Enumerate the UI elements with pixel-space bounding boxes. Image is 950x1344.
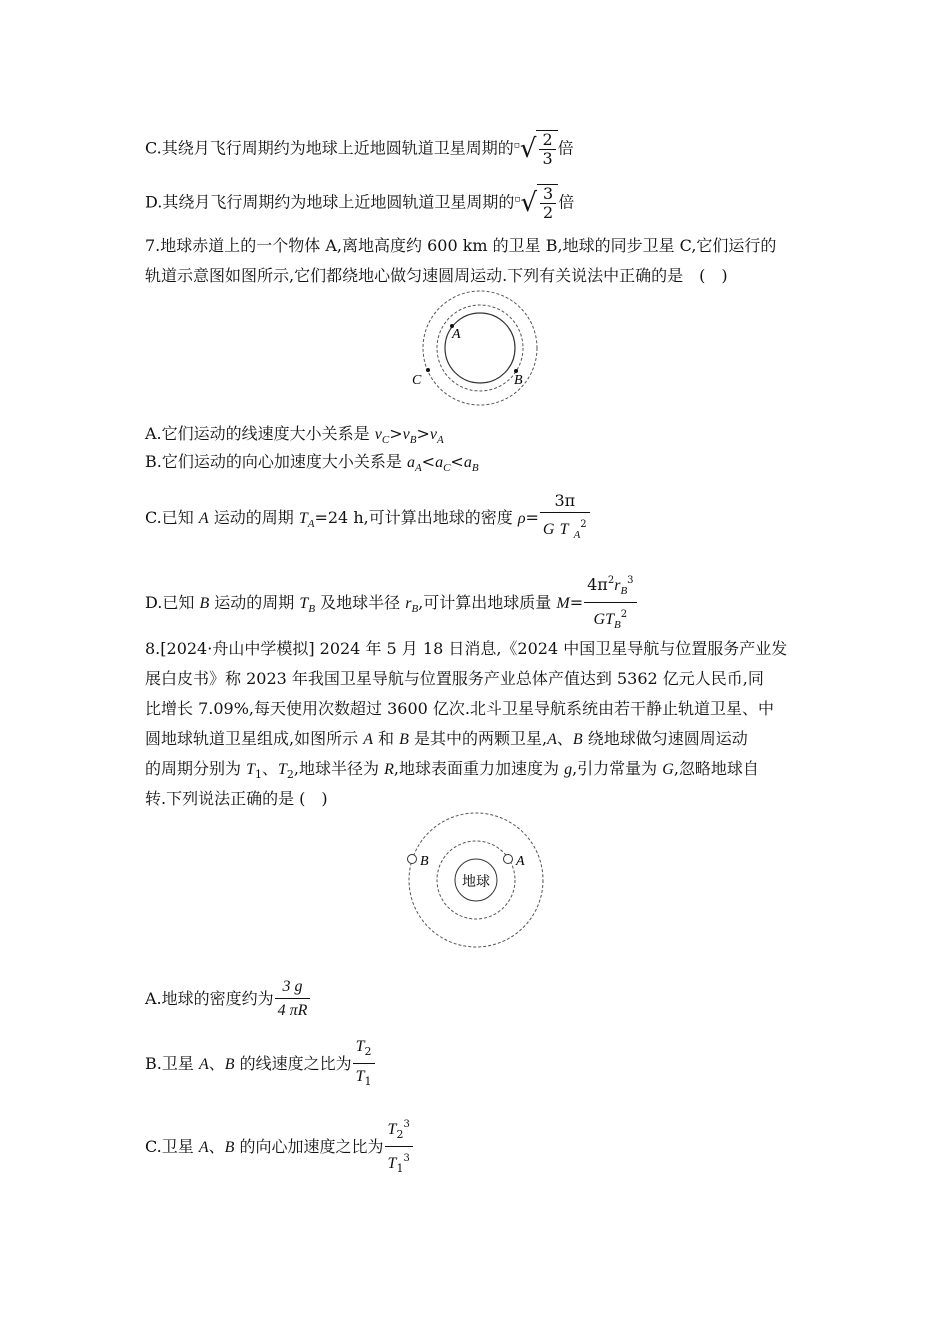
sqrt-expression: √ $\frac{2}{3}$ [520, 126, 558, 172]
label-a: A [516, 854, 525, 869]
satellite-b [408, 855, 417, 864]
q8-stem-line2: 展白皮书》称 2023 年我国卫星导航与位置服务产业总体产值达到 5362 亿元人民币,同 [145, 669, 764, 688]
density-fraction: $\frac{3\pi}{G T _A^2}$ [540, 490, 590, 547]
q7-option-d: D.已知 B 运动的周期 $T_B$ 及地球半径 $r_B$,可计算出地球质量 M= $\frac{4\pi^2r_B^3}{GT_B^2}$ [145, 570, 637, 637]
inner-orbit-b [437, 305, 523, 391]
density-fraction: $\frac{3 g}{4 \pi R}$ [275, 976, 311, 1023]
velocity-ratio-fraction: $\frac{T_2}{T_1}$ [353, 1035, 375, 1094]
q8-stem-line6: 转.下列说法正确的是 ( ) [145, 789, 328, 808]
mass-fraction: $\frac{4\pi^2r_B^3}{GT_B^2}$ [584, 570, 636, 637]
q8-stem-line5: 的周期分别为 $T_1$、$T_2$,地球半径为 R,地球表面重力加速度为 g,引力常量为 G,忽略地球自 [145, 759, 759, 781]
acceleration-ratio-fraction: $\frac{T_2^3}{T_1^3}$ [385, 1114, 413, 1181]
q8-orbit-figure [402, 810, 550, 950]
q6-option-c: C.其绕月飞行周期约为地球上近地圆轨道卫星周期的▫ √ $\frac{2}{3}$ 倍 [145, 126, 574, 172]
point-c [426, 368, 430, 372]
earth-circle [445, 313, 515, 383]
q8-stem-line3: 比增长 7.09%,每天使用次数超过 3600 亿次.北斗卫星导航系统由若干静止轨道卫星、中 [145, 699, 774, 718]
q8-option-b: B.卫星 A、B 的线速度之比为 $\frac{T_2}{T_1}$ [145, 1035, 375, 1094]
q8-option-c: C.卫星 A、B 的向心加速度之比为 $\frac{T_2^3}{T_1^3}$ [145, 1114, 413, 1181]
q7-stem-line1: 7.地球赤道上的一个物体 A,离地高度约 600 km 的卫星 B,地球的同步卫星 C,它们运行的 [145, 236, 777, 255]
label-b: B [514, 373, 523, 388]
q8-stem-line4: 圆地球轨道卫星组成,如图所示 A 和 B 是其中的两颗卫星,A、B 绕地球做匀速圆周运动 [145, 729, 748, 748]
q8-stem-line1: 8.[2024·舟山中学模拟] 2024 年 5 月 18 日消息,《2024 中国卫星导航与位置服务产业发 [145, 639, 788, 658]
earth-label: 地球 [462, 874, 490, 890]
q7-option-c: C.已知 A 运动的周期 $T_A=24$ h,可计算出地球的密度 ρ= $\frac{3\pi}{G T _A^2}$ [145, 490, 590, 547]
label-b: B [420, 854, 429, 869]
q7-option-a: A.它们运动的线速度大小关系是 $v_C>v_B>v_A$ [145, 424, 444, 446]
label-a: A [452, 327, 461, 342]
q6-option-d: D.其绕月飞行周期约为地球上近地圆轨道卫星周期的▫ √ $\frac{3}{2}$ 倍 [145, 180, 574, 226]
q7-orbit-figure [410, 286, 550, 410]
sqrt-expression: √ $\frac{3}{2}$ [520, 180, 558, 226]
q8-option-a: A.地球的密度约为 $\frac{3 g}{4 \pi R}$ [145, 976, 310, 1023]
label-c: C [412, 373, 422, 388]
satellite-a [504, 855, 513, 864]
q7-option-b: B.它们运动的向心加速度大小关系是 $a_A<a_C<a_B$ [145, 452, 479, 474]
q7-stem-line2: 轨道示意图如图所示,它们都绕地心做匀速圆周运动.下列有关说法中正确的是 ( ) [145, 266, 728, 285]
